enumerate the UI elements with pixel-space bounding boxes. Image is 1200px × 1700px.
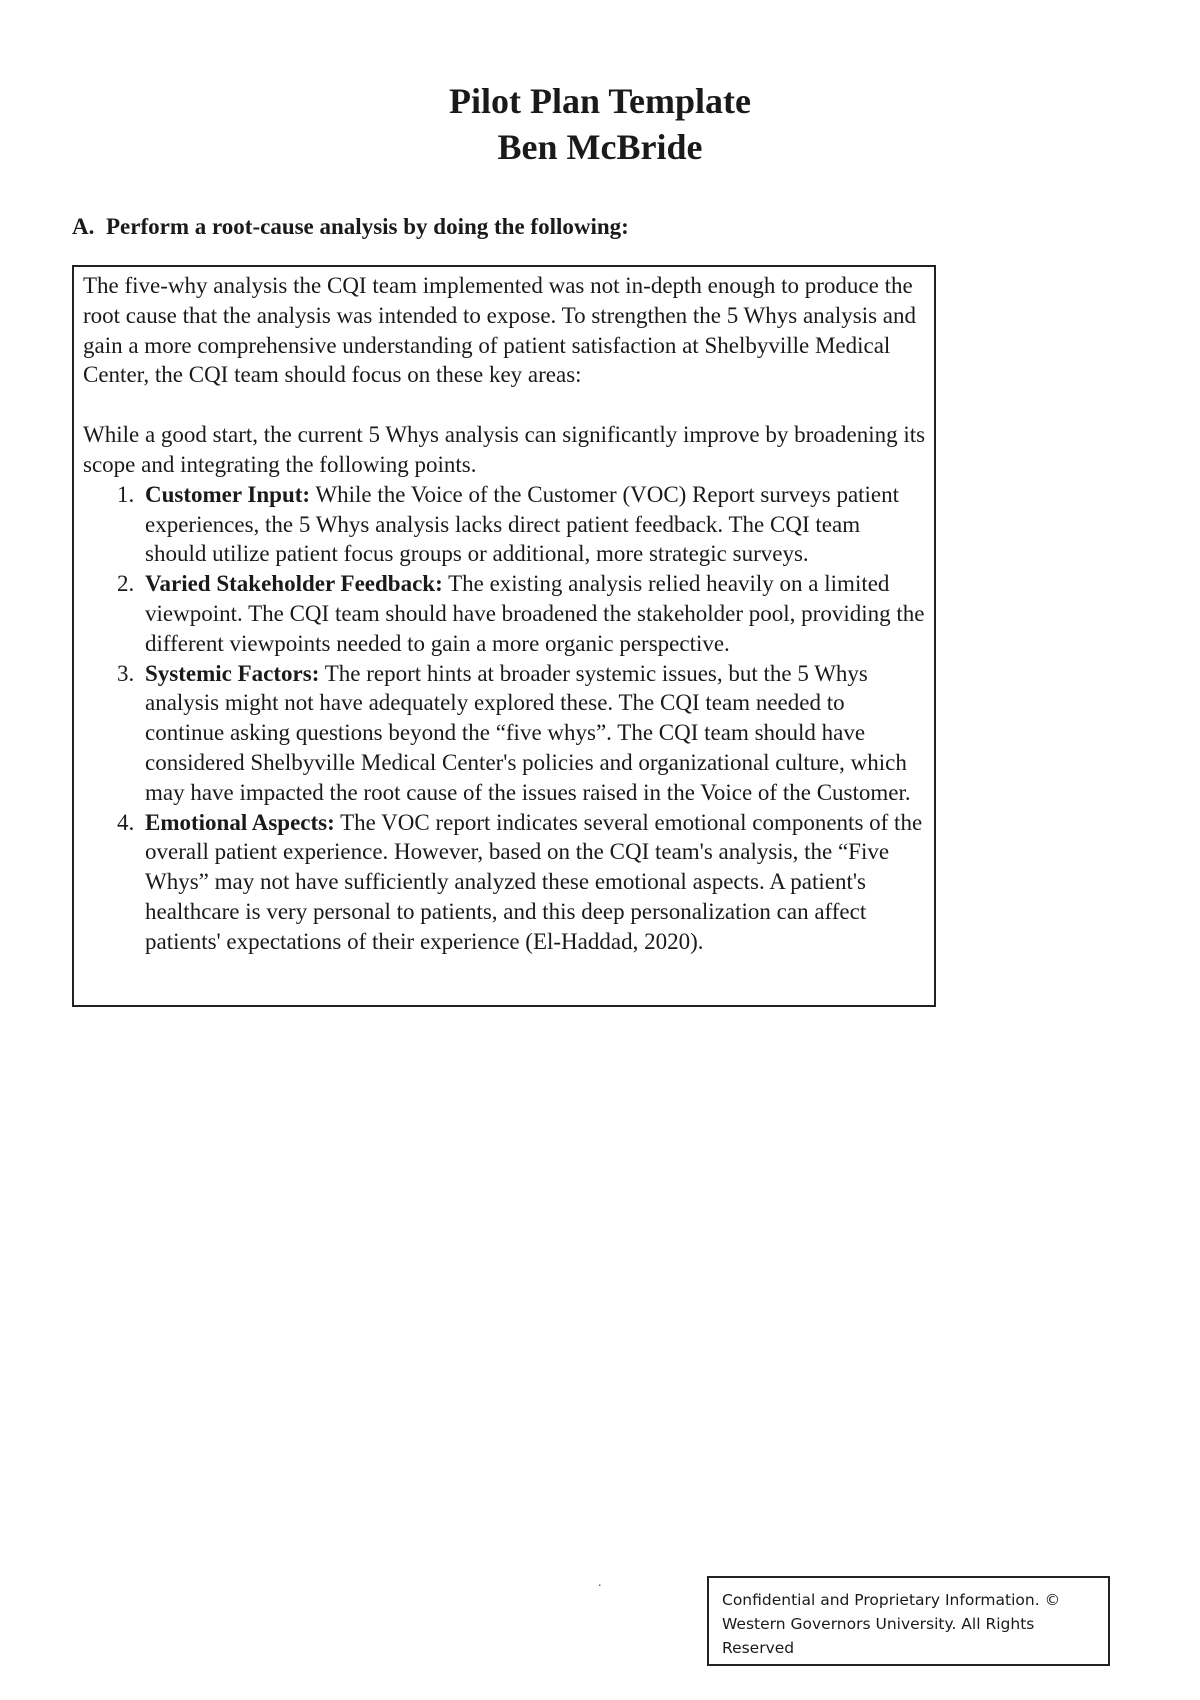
list-item-text: The existing analysis relied heavily on a limited viewpoint. The CQI team should have broadened the stakeholder pool, providing the different viewpoints needed to gain a more organic perspective.	[145, 571, 925, 656]
list-item-number: 3.	[117, 660, 135, 686]
list-item-number: 2.	[117, 571, 135, 597]
list-item-text: The VOC report indicates several emotional components of the overall patient experience. However, based on the CQI team's analysis, the “Five Whys” may not have sufficiently analyzed these emotional aspects. A patient's healthcare is very personal to patients, and this deep personalization can affect patients' expectations of their experience (El-Haddad, 2020).	[145, 809, 923, 954]
list-item-text: While the Voice of the Customer (VOC) Report surveys patient experiences, the 5 Whys analysis lacks direct patient feedback. The CQI team should utilize patient focus groups or additional, more strategic surveys.	[145, 481, 900, 567]
document-title-block	[0, 78, 1200, 170]
section-a-letter: A.	[72, 214, 95, 239]
document-author: Ben McBride	[497, 127, 703, 167]
list-item-stakeholder-feedback	[83, 569, 926, 658]
list-item-text: The report hints at broader systemic issues, but the 5 Whys analysis might not have adequately explored these. The CQI team needed to continue asking questions beyond the “five whys”. The CQI team should have considered Shelbyville Medical Center's policies and organizational culture, which may have impacted the root cause of the issues raised in the Voice of the Customer.	[145, 660, 911, 805]
footer-line-1: Confidential and Proprietary Information. ©	[722, 1591, 1061, 1609]
second-paragraph: While a good start, the current 5 Whys analysis can significantly improve by broadening its scope and integrating the following points.	[83, 422, 926, 477]
footer-line-2: Western Governors University. All Rights Reserved	[722, 1615, 1035, 1657]
intro-paragraph: The five-why analysis the CQI team implemented was not in-depth enough to produce the root cause that the analysis was intended to expose. To strengthen the 5 Whys analysis and gain a more comprehensive understanding of patient satisfaction at Shelbyville Medical Center, the CQI team should focus on these key areas:	[83, 273, 917, 388]
section-a-heading-text: Perform a root-cause analysis by doing the following:	[106, 214, 629, 239]
list-item-emotional-aspects	[83, 808, 926, 957]
list-item-label: Emotional Aspects:	[145, 809, 335, 835]
list-item-label: Customer Input:	[145, 481, 311, 507]
list-item-label: Varied Stakeholder Feedback:	[145, 571, 443, 597]
list-item-systemic-factors	[83, 659, 926, 808]
document-title: Pilot Plan Template	[448, 81, 751, 121]
answer-text-box	[72, 265, 936, 1007]
section-a-heading	[72, 214, 629, 240]
stray-dot: .	[598, 1575, 602, 1590]
list-item-label: Systemic Factors:	[145, 660, 320, 686]
confidentiality-footer	[707, 1576, 1110, 1666]
list-item-number: 4.	[117, 809, 135, 835]
list-item-number: 1.	[117, 481, 135, 507]
list-item-customer-input	[83, 480, 926, 569]
key-points-list	[83, 480, 926, 957]
